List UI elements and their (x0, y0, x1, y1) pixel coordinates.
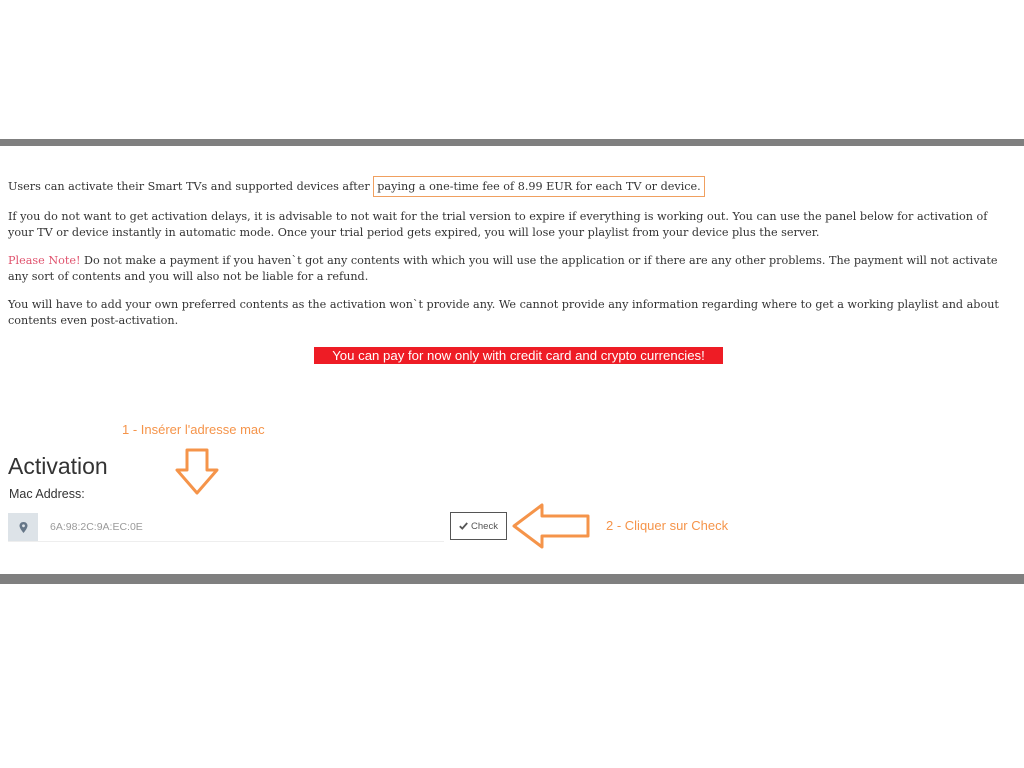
mac-address-label: Mac Address: (9, 487, 85, 501)
note-paragraph (8, 253, 1012, 285)
delays-paragraph: If you do not want to get activation delays, it is advisable to not wait for the trial version to expire if everything is working out. You can use the panel below for activation of your TV or device instantly in automatic mode. Once your trial period gets expired, you will lose your playlist from your device plus the server. (8, 210, 988, 239)
mac-addon (8, 513, 38, 541)
check-button-label: Check (471, 520, 498, 532)
note-text: Do not make a payment if you haven`t got any contents with which you will use the application or if there are any other problems. The payment will not activate any sort of contents and you will also not be liable for a refund. (8, 254, 998, 283)
checkmark-icon (459, 522, 468, 530)
mac-address-input[interactable] (38, 513, 444, 541)
map-marker-icon (19, 522, 28, 533)
annotation-step-2: 2 - Cliquer sur Check (606, 518, 729, 533)
annotation-step-1: 1 - Insérer l'adresse mac (122, 422, 265, 437)
top-divider-bar (0, 139, 1024, 146)
contents-paragraph: You will have to add your own preferred contents as the activation won`t provide any. We cannot provide any information regarding where to get a working playlist and about contents even post-activation. (8, 298, 999, 327)
bottom-divider-bar (0, 574, 1024, 584)
intro-paragraph (8, 176, 1012, 197)
check-button[interactable] (450, 512, 507, 540)
description-content (8, 176, 1012, 341)
mac-address-group (8, 513, 444, 542)
please-note-label: Please Note! (8, 254, 81, 267)
intro-text: Users can activate their Smart TVs and supported devices after (8, 180, 374, 193)
arrow-down-icon (175, 448, 219, 496)
fee-highlight: paying a one-time fee of 8.99 EUR for each TV or device. (373, 176, 704, 197)
activation-title: Activation (8, 453, 108, 479)
payment-banner: You can pay for now only with credit card and crypto currencies! (314, 347, 723, 364)
arrow-left-icon (512, 503, 590, 549)
